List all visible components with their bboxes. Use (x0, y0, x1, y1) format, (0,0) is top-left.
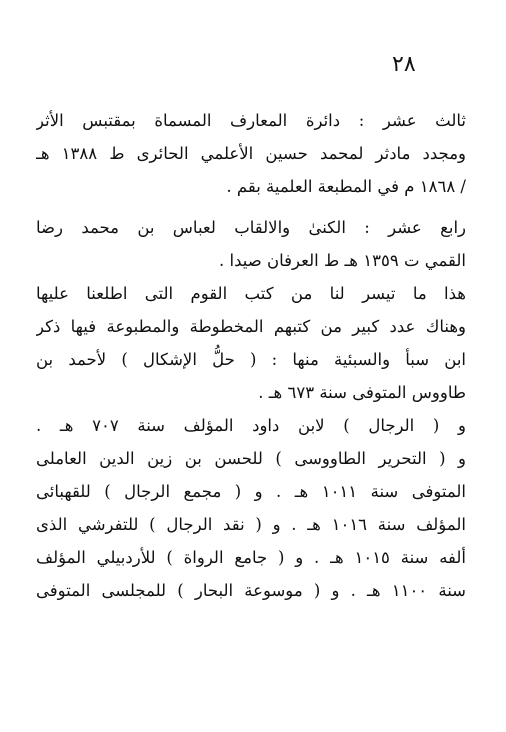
text-line: / ١٨٦٨ م في المطبعة العلمية بقم . (226, 177, 466, 196)
text-line: المتوفى سنة ١٠١١ هـ . و ( مجمع الرجال ) للقهبائى (36, 482, 466, 501)
page-number: ٢٨ (392, 52, 416, 77)
text-line: المؤلف سنة ١٠١٦ هـ . و ( نقد الرجال ) للتفرشي الذى (36, 515, 466, 534)
text-line: سنة ١١٠٠ هـ . و ( موسوعة البحار ) للمجلسى المتوفى (36, 581, 466, 600)
text-line: ومجدد مادثر لمحمد حسين الأعلمي الحائرى ط ١٣٨٨ هـ (36, 144, 466, 163)
text-line: و ( التحرير الطاووسى ) للحسن بن زين الدين العاملى (36, 449, 466, 468)
text-line: هذا ما تيسر لنا من كتب القوم التى اطلعنا عليها (36, 284, 466, 303)
text-line: رابع عشر : الكنىٰ والالقاب لعباس بن محمد رضا (36, 218, 466, 237)
text-line: القمي ت ١٣٥٩ هـ ط العرفان صيدا . (219, 251, 466, 270)
body-text (36, 104, 466, 607)
text-line: وهناك عدد كبير من كتبهم المخطوطة والمطبوعة فيها ذكر (36, 317, 466, 336)
text-line: ألفه سنة ١٠١٥ هـ . و ( جامع الرواة ) للأردبيلي المؤلف (36, 548, 466, 567)
text-line: ثالث عشر : دائرة المعارف المسماة بمقتبس الأثر (36, 111, 466, 130)
text-line: و ( الرجال ) لابن داود المؤلف سنة ٧٠٧ هـ . (36, 416, 466, 435)
text-line: ابن سبأ والسبئية منها : ( حلُّ الإشكال ) لأحمد بن (36, 350, 466, 369)
text-line: طاووس المتوفى سنة ٦٧٣ هـ . (258, 383, 466, 402)
